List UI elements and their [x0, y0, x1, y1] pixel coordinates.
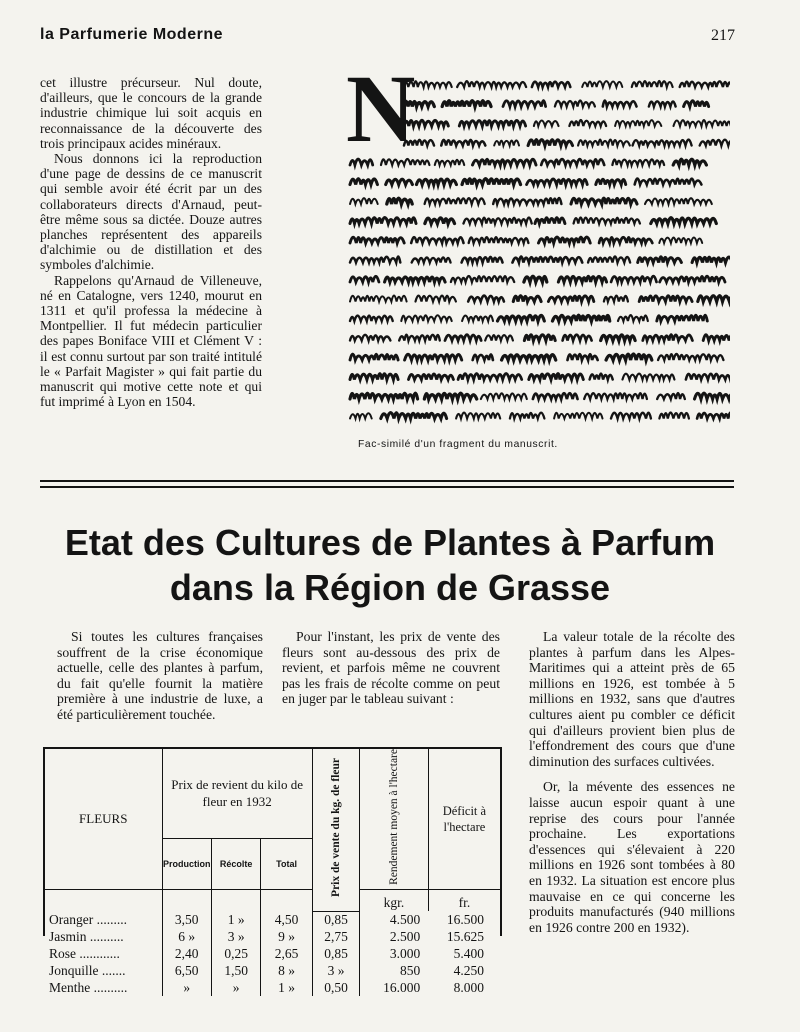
table-cell-deficit: 16.500	[446, 911, 484, 927]
manuscript-word	[606, 354, 652, 360]
manuscript-word	[494, 140, 519, 145]
manuscript-word	[558, 276, 606, 282]
manuscript-word	[554, 413, 602, 419]
table-cell-deficit: 4.250	[453, 962, 484, 978]
manuscript-word	[618, 315, 648, 321]
manuscript-word	[485, 335, 513, 340]
table-cell-rendement: 3.000	[389, 945, 421, 961]
intro-paragraph: Rappelons qu'Arnaud de Villeneuve, né en Catalogne, vers 1240, mourut en 1311 et qu'il professa la médecine à Montpellier. Il fut médecin particulier des papes Boniface VIII et Clément V : il est connu surtout par son traité intitulé le « Parfait Magister » qui fait partie du manuscrit qui motive cette note et qui fut imprimé à Lyon en 1504.	[40, 272, 262, 410]
manuscript-word	[658, 354, 723, 360]
manuscript-word	[698, 296, 730, 302]
table-cell-deficit: 15.625	[446, 928, 484, 944]
table-row	[45, 979, 500, 996]
manuscript-word	[350, 179, 377, 185]
manuscript-word	[399, 335, 440, 341]
intro-paragraph: Nous donnons ici la reproduction d'une page de dessins de ce manuscrit qui semble avoir été écrit par un des collaborateurs directs d'Arnaud, peut-être même sous sa dictée. Douze autres planches représentent des appareils d'alchimie ou de distillation et des symboles d'alchimie.	[40, 151, 262, 273]
table-cell-recolte: 1 »	[211, 911, 260, 928]
manuscript-word	[458, 374, 522, 380]
manuscript-word	[700, 140, 730, 146]
manuscript-word	[473, 355, 493, 361]
manuscript-word	[635, 179, 702, 185]
manuscript-word	[695, 393, 731, 399]
table-row	[45, 928, 500, 945]
section-divider	[40, 480, 734, 482]
table-cell-prix-vente: 0,50	[312, 979, 359, 996]
manuscript-word	[385, 277, 446, 282]
table-cell-production: 3,50	[162, 911, 211, 928]
manuscript-word	[645, 198, 712, 204]
manuscript-word	[350, 257, 400, 263]
table-cell-prix-vente: 0,85	[312, 945, 359, 962]
manuscript-word	[350, 276, 379, 282]
manuscript-word	[571, 198, 637, 204]
manuscript-word	[673, 159, 706, 165]
header-total: Total	[261, 838, 312, 889]
figure-caption: Fac-similé d'un fragment du manuscrit.	[358, 439, 558, 450]
manuscript-word	[481, 393, 527, 399]
manuscript-word	[435, 160, 464, 165]
manuscript-word	[441, 140, 485, 146]
header-prix-revient: Prix de revient du kilo de fleur en 1932	[162, 749, 312, 838]
manuscript-word	[524, 276, 547, 282]
manuscript-word	[459, 121, 525, 127]
manuscript-word	[510, 413, 545, 419]
manuscript-word	[659, 238, 702, 243]
manuscript-word	[524, 335, 555, 341]
header-prix-vente: Prix de vente du kg. de fleur	[329, 758, 342, 898]
section-divider	[40, 486, 734, 488]
manuscript-word	[350, 374, 398, 380]
manuscript-word	[513, 257, 583, 263]
manuscript-word	[548, 296, 593, 302]
header-rendement: Rendement moyen à l'hectare	[387, 749, 400, 885]
manuscript-word	[498, 315, 545, 321]
manuscript-word	[534, 121, 559, 127]
intro-paragraph: cet illustre précurseur. Nul doute, d'ailleurs, que le concours de la grande industrie chimique lui soit acquis en reconnaissance de la découverte des trois principaux acides minéraux.	[40, 75, 262, 151]
manuscript-facsimile-image	[346, 73, 730, 433]
manuscript-word	[601, 335, 635, 341]
svg-text:N: N	[346, 73, 416, 162]
manuscript-word	[623, 374, 675, 380]
table-cell-total: 9 »	[261, 928, 312, 945]
manuscript-word	[462, 179, 520, 185]
table-cell-prix-vente: 0,85	[312, 911, 359, 928]
manuscript-word	[611, 413, 651, 419]
manuscript-word	[529, 374, 584, 380]
manuscript-word	[350, 218, 416, 224]
manuscript-word	[493, 198, 561, 204]
header-deficit: Déficit à l'hectare	[442, 803, 487, 834]
article-column-3	[529, 629, 735, 935]
manuscript-word	[513, 296, 541, 302]
manuscript-word	[582, 81, 622, 87]
spacer-cell	[162, 889, 211, 911]
manuscript-word	[633, 140, 692, 146]
manuscript-word	[680, 81, 730, 87]
manuscript-word	[425, 218, 455, 224]
table-cell-rendement: 850	[400, 962, 421, 978]
manuscript-word	[532, 82, 570, 87]
article-paragraph: Or, la mévente des essences ne laisse aucun espoir quant à une reprise des cours pour l'année prochaine. Les exportations d'essences qui s'élevaient à 220 millions en 1926 sont tombées à 80 en 1932. La situation est encore plus mauvaise en ce qui concerne les produits manufacturés (940 millions en 1926 contre 200 en 1932).	[529, 779, 735, 935]
manuscript-word	[674, 120, 731, 126]
flower-cost-table	[43, 747, 502, 995]
manuscript-word	[686, 374, 730, 380]
table-cell-production: »	[162, 979, 211, 996]
manuscript-word	[381, 159, 429, 165]
table-cell-total: 2,65	[261, 945, 312, 962]
table-cell-prix-vente: 2,75	[312, 928, 359, 945]
running-head: la Parfumerie Moderne	[40, 26, 223, 43]
manuscript-word	[553, 315, 610, 321]
header-production: Production	[162, 838, 211, 889]
table-cell-fleur: Jasmin ..........	[45, 928, 162, 945]
table-cell-total: 8 »	[261, 962, 312, 979]
spacer-cell	[211, 889, 260, 911]
manuscript-word	[528, 140, 572, 146]
spacer-cell	[45, 889, 162, 911]
manuscript-word	[468, 296, 504, 302]
manuscript-word	[469, 237, 529, 243]
manuscript-word	[612, 159, 664, 165]
manuscript-word	[350, 237, 404, 243]
table-cell-recolte: »	[211, 979, 260, 996]
manuscript-word	[611, 276, 656, 282]
manuscript-word	[409, 374, 454, 380]
manuscript-word	[584, 393, 647, 399]
table-cell-rendement: 4.500	[389, 911, 421, 927]
table-cell-fleur: Oranger .........	[45, 911, 162, 928]
article-title	[40, 520, 740, 610]
header-fleurs: FLEURS	[45, 749, 162, 889]
manuscript-word	[381, 413, 447, 419]
manuscript-word	[588, 257, 630, 263]
manuscript-word	[456, 413, 500, 419]
manuscript-word	[462, 316, 493, 321]
manuscript-word	[649, 101, 676, 106]
manuscript-word	[657, 315, 708, 321]
manuscript-word	[697, 413, 730, 419]
table-cell-recolte: 1,50	[211, 962, 260, 979]
unit-deficit: fr.	[428, 889, 500, 911]
table-cell-total: 4,50	[261, 911, 312, 928]
table-row	[45, 911, 500, 928]
table-cell-deficit: 8.000	[453, 979, 484, 995]
article-column-1	[57, 629, 263, 723]
table-cell-rendement: 2.500	[389, 928, 421, 944]
table-cell-production: 6 »	[162, 928, 211, 945]
manuscript-word	[473, 159, 537, 165]
manuscript-word	[387, 198, 412, 204]
unit-rendement: kgr.	[360, 889, 429, 911]
manuscript-word	[660, 276, 725, 282]
manuscript-word	[404, 101, 434, 106]
manuscript-word	[350, 296, 407, 302]
manuscript-word	[703, 335, 730, 341]
manuscript-word	[604, 296, 628, 302]
intro-text	[40, 75, 262, 409]
manuscript-word	[425, 198, 485, 204]
spacer-cell	[261, 889, 312, 911]
manuscript-word	[350, 335, 390, 341]
manuscript-word	[638, 257, 682, 263]
manuscript-word	[442, 101, 491, 107]
manuscript-word	[386, 179, 413, 184]
manuscript-word	[684, 101, 709, 107]
table-cell-production: 6,50	[162, 962, 211, 979]
manuscript-word	[659, 413, 688, 419]
manuscript-word	[350, 198, 378, 204]
header-prix-vente-cell	[312, 749, 359, 911]
manuscript-word	[574, 218, 640, 224]
table-cell-total: 1 »	[261, 979, 312, 996]
manuscript-word	[599, 237, 652, 243]
manuscript-word	[411, 237, 463, 243]
manuscript-word	[502, 355, 556, 360]
manuscript-word	[412, 258, 451, 263]
manuscript-word	[590, 374, 613, 380]
table-cell-rendement: 16.000	[383, 979, 421, 995]
article-paragraph: Pour l'instant, les prix de vente des fleurs sont au-dessous des prix de revient, et parfois même ne couvrent pas les frais de récolte comme on peut en juger par le tableau suivant :	[282, 629, 500, 707]
manuscript-word	[350, 393, 418, 399]
manuscript-word	[457, 81, 526, 87]
manuscript-word	[596, 179, 626, 184]
manuscript-word	[615, 120, 661, 126]
manuscript-word	[541, 159, 604, 165]
table-cell-recolte: 3 »	[211, 928, 260, 945]
article-paragraph: Si toutes les cultures françaises souffrent de la crise économique actuelle, celle des plantes à parfum, du fait qu'elle fournit la matière première à une industrie de luxe, a été particulièrement touchée.	[57, 629, 263, 722]
manuscript-word	[639, 296, 692, 302]
manuscript-word	[424, 393, 476, 399]
table-cell-prix-vente: 3 »	[312, 962, 359, 979]
manuscript-word	[401, 315, 451, 321]
page-number: 217	[711, 27, 735, 44]
manuscript-word	[555, 101, 595, 107]
manuscript-word	[535, 218, 565, 224]
manuscript-word	[417, 179, 457, 184]
manuscript-word	[578, 140, 630, 146]
manuscript-word	[569, 120, 606, 126]
manuscript-word	[405, 354, 462, 360]
manuscript-word	[503, 101, 546, 107]
table-cell-fleur: Jonquille .......	[45, 962, 162, 979]
manuscript-word	[416, 296, 456, 302]
manuscript-word	[464, 218, 532, 224]
manuscript-word	[632, 81, 673, 87]
table-cell-recolte: 0,25	[211, 945, 260, 962]
header-recolte: Récolte	[211, 838, 260, 889]
table-cell-deficit: 5.400	[453, 945, 484, 961]
article-title-line: dans la Région de Grasse	[169, 567, 611, 608]
manuscript-word	[533, 393, 578, 399]
manuscript-word	[451, 276, 514, 282]
header-rendement-cell	[360, 749, 429, 889]
table-row	[45, 945, 500, 962]
table-cell-fleur: Rose ............	[45, 945, 162, 962]
manuscript-word	[350, 413, 372, 418]
manuscript-word	[539, 237, 591, 243]
manuscript-word	[643, 335, 693, 341]
manuscript-word	[603, 101, 637, 107]
manuscript-word	[462, 257, 503, 263]
table-cell-production: 2,40	[162, 945, 211, 962]
manuscript-word	[568, 354, 598, 360]
article-column-2	[282, 629, 500, 707]
manuscript-word	[445, 335, 481, 341]
manuscript-word	[692, 257, 730, 262]
table-cell-fleur: Menthe ..........	[45, 979, 162, 996]
manuscript-word	[350, 316, 393, 321]
manuscript-word	[657, 393, 685, 399]
article-paragraph: La valeur totale de la récolte des plantes à parfum dans les Alpes-Maritimes qui a atteint près de 65 millions en 1926, est tombée à 5 millions en 1932, sans que d'autres cultures aient pu combler ce déficit qui d'ailleurs provient bien plus de l'effondrement des cours que d'une diminution des surfaces cultivées.	[529, 629, 735, 769]
article-title-line: Etat des Cultures de Plantes à Parfum	[64, 522, 716, 563]
manuscript-word	[527, 179, 588, 185]
manuscript-word	[350, 354, 398, 360]
manuscript-word	[651, 218, 716, 224]
manuscript-word	[563, 335, 592, 341]
table-row	[45, 962, 500, 979]
